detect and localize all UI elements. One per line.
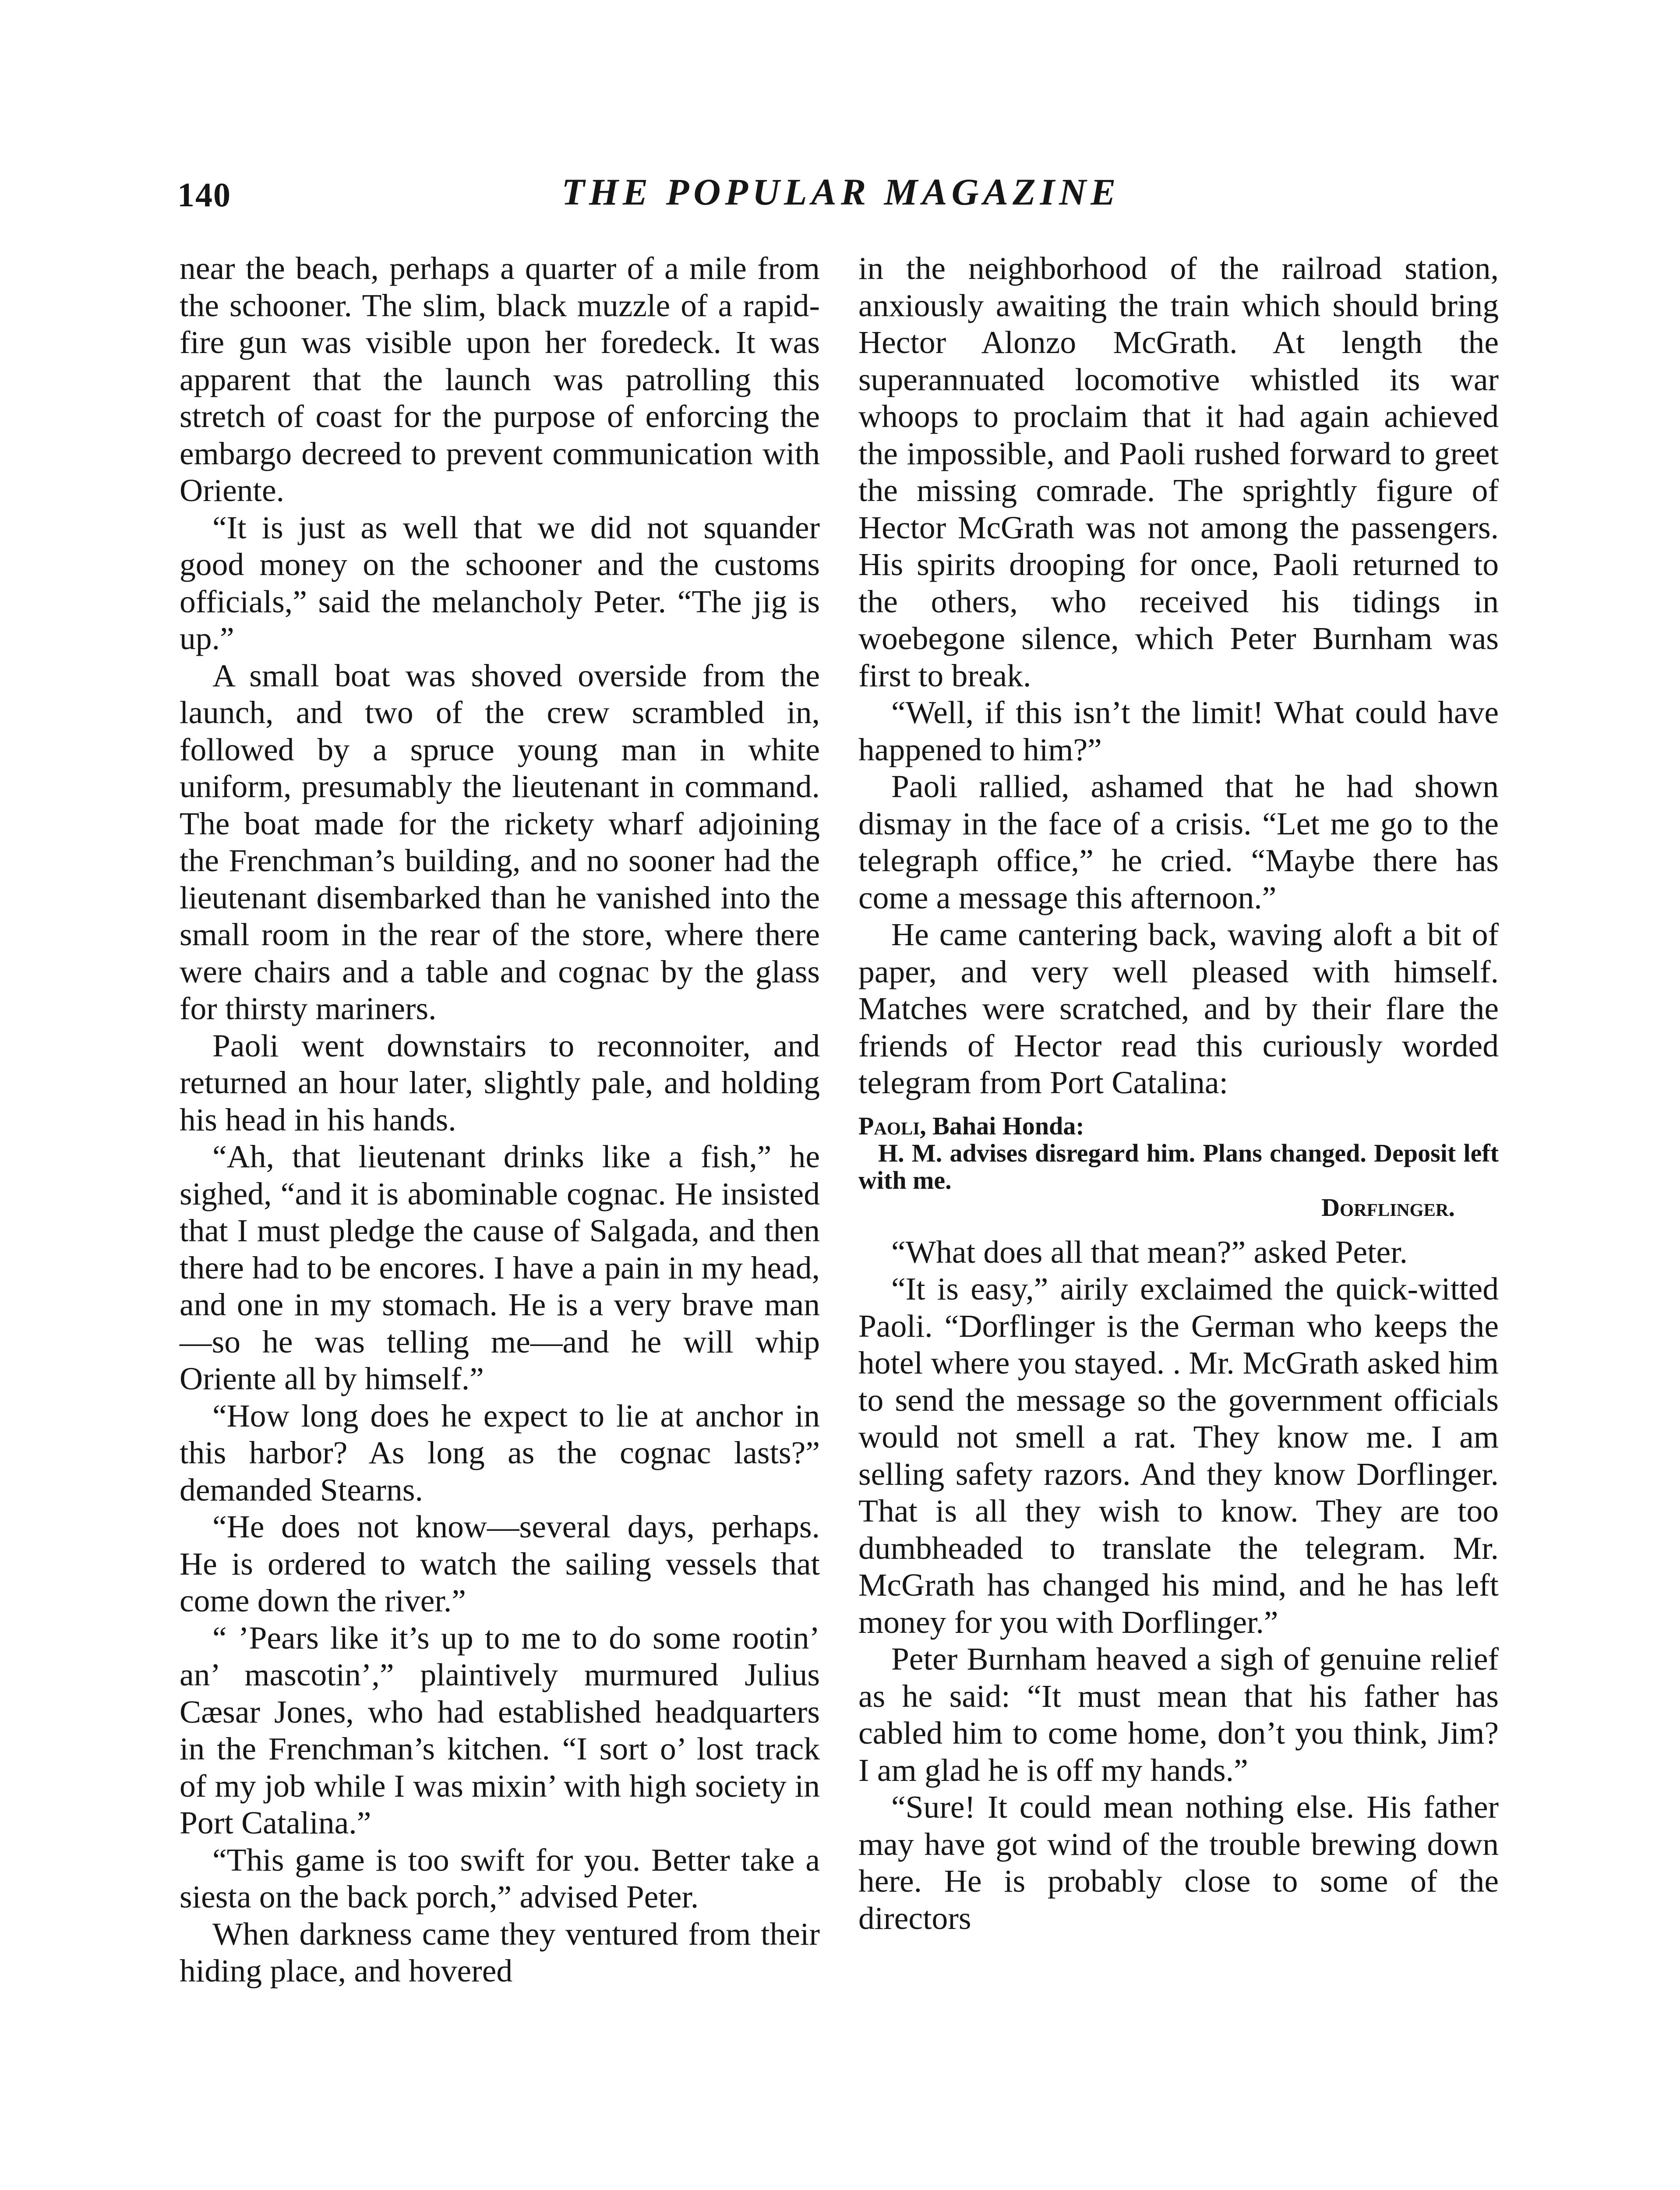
telegram-recipient: Paoli [858, 1111, 920, 1140]
left-column [180, 250, 820, 1989]
paragraph: in the neighborhood of the railroad station, anxiously awaiting the train which should bring Hector Alonzo McGrath. At length the superannuated locomotive whistled its war whoops to proclaim that it had again achieved the impossible, and Paoli rushed forward to greet the missing comrade. The sprightly figure of Hector McGrath was not among the passengers. His spirits drooping for once, Paoli returned to the others, who received his tidings in woebegone silence, which Peter Burnham was first to break. [858, 250, 1499, 693]
paragraph: “This game is too swift for you. Better take a siesta on the back porch,” advised Peter. [180, 1841, 820, 1914]
paragraph: “Ah, that lieutenant drinks like a fish,” he sighed, “and it is abominable cognac. He insisted that I must pledge the cause of Salgada, and then there had to be encores. I have a pain in my head, and one in my stomach. He is a very brave man—so he was telling me—and he will whip Oriente all by himself.” [180, 1138, 820, 1396]
paragraph: Peter Burnham heaved a sigh of genuine relief as he said: “It must mean that his father has cabled him to come home, don’t you think, Jim? I am glad he is off my hands.” [858, 1641, 1499, 1788]
telegram-body: H. M. advises disregard him. Plans changed. Deposit left with me. [858, 1138, 1499, 1194]
paragraph: “ ’Pears like it’s up to me to do some rootin’ an’ mascotin’,” plaintively murmured Julius Cæsar Jones, who had established headquarters in the Frenchman’s kitchen. “I sort o’ lost track of my job while I was mixin’ with high society in Port Catalina.” [180, 1619, 820, 1840]
paragraph: “What does all that mean?” asked Peter. [891, 1233, 1408, 1270]
paragraph: He came cantering back, waving aloft a bit of paper, and very well pleased with himself. Matches were scratched, and by their flare the friends of Hector read this curiously worded telegram from Port Catalina: [858, 916, 1499, 1100]
paragraph: “He does not know—several days, perhaps. He is ordered to watch the sailing vessels that come down the river.” [180, 1508, 820, 1618]
page-number: 140 [177, 176, 231, 214]
paragraph: When darkness came they ventured from their hiding place, and hovered [180, 1915, 820, 1989]
paragraph: “It is just as well that we did not squander good money on the schooner and the customs officials,” said the melancholy Peter. “The jig is up.” [180, 509, 820, 656]
paragraph: “Well, if this isn’t the limit! What could have happened to him?” [858, 694, 1499, 767]
running-head: THE POPULAR MAGAZINE [561, 171, 1120, 213]
paragraph: Paoli went downstairs to reconnoiter, and returned an hour later, slightly pale, and holding his head in his hands. [180, 1027, 820, 1137]
paragraph: near the beach, perhaps a quarter of a mile from the schooner. The slim, black muzzle of a rapid-fire gun was visible upon her foredeck. It was apparent that the launch was patrolling this stretch of coast for the purpose of enforcing the embargo decreed to prevent communication with Oriente. [180, 250, 820, 508]
paragraph: “Sure! It could mean nothing else. His father may have got wind of the trouble brewing down here. He is probably close to some of the directors [858, 1789, 1499, 1936]
right-column [858, 250, 1499, 1936]
paragraph: Paoli rallied, ashamed that he had shown dismay in the face of a crisis. “Let me go to the telegraph office,” he cried. “Maybe there has come a message this afternoon.” [858, 768, 1499, 915]
telegram-address [858, 1113, 1499, 1140]
paragraph: “It is easy,” airily exclaimed the quick-witted Paoli. “Dorflinger is the German who keeps the hotel where you stayed. . Mr. McGrath asked him to send the message so the government officials would not smell a rat. They know me. I am selling safety razors. And they know Dorflinger. That is all they wish to know. They are too dumbheaded to translate the telegram. Mr. McGrath has changed his mind, and he has left money for you with Dorflinger.” [858, 1271, 1499, 1640]
paragraph: “How long does he expect to lie at anchor in this harbor? As long as the cognac lasts?” demanded Stearns. [180, 1397, 820, 1508]
telegram-signature: Dorflinger. [1321, 1193, 1455, 1222]
paragraph: A small boat was shoved overside from the launch, and two of the crew scrambled in, followed by a spruce young man in white uniform, presumably the lieutenant in command. The boat made for the rickety wharf adjoining the Frenchman’s building, and no sooner had the lieutenant disembarked than he vanished into the small room in the rear of the store, where there were chairs and a table and cognac by the glass for thirsty mariners. [180, 657, 820, 1026]
telegram-place: , Bahai Honda: [920, 1111, 1084, 1140]
telegram [858, 1113, 1499, 1221]
